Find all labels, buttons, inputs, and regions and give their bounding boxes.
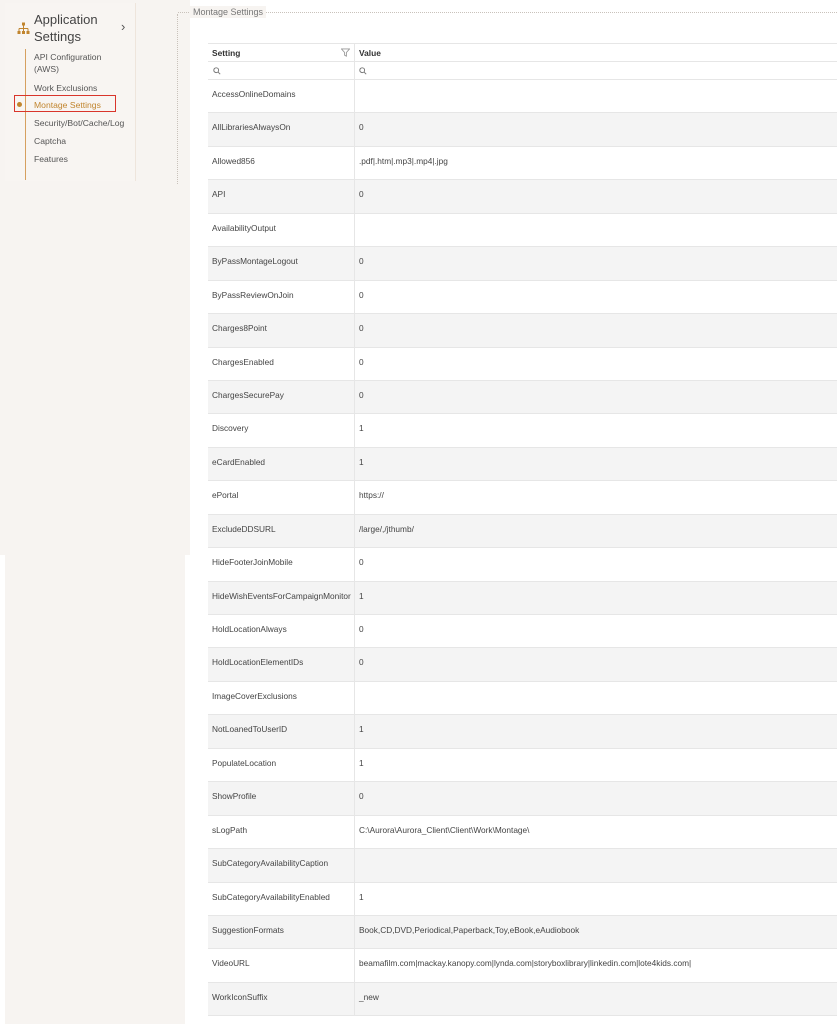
table-row[interactable] (208, 849, 837, 882)
setting-value-cell: /large/,/jthumb/ (359, 523, 414, 534)
setting-name-cell: Charges8Point (212, 323, 267, 334)
setting-value-cell: 0 (359, 122, 364, 133)
setting-name-cell: WorkIconSuffix (212, 991, 268, 1002)
sidebar-item-work-exclusions[interactable] (34, 82, 97, 94)
setting-name-cell: HoldLocationAlways (212, 624, 287, 634)
setting-value-cell: 1 (359, 891, 364, 902)
sidebar-item-label: API Configuration (AWS) (34, 52, 102, 74)
table-row[interactable] (208, 348, 837, 381)
nav-rail (25, 49, 26, 180)
setting-name-cell: VideoURL (212, 958, 250, 969)
section-title: Montage Settings (190, 6, 266, 18)
setting-value-cell: 0 (359, 624, 364, 634)
table-row[interactable] (208, 247, 837, 280)
setting-value-cell: 0 (359, 323, 364, 334)
table-row[interactable] (208, 883, 837, 916)
table-row[interactable] (208, 281, 837, 314)
table-row[interactable] (208, 916, 837, 949)
search-icon (213, 67, 221, 75)
sidebar-title: Application Settings (34, 12, 98, 44)
setting-name-cell: ChargesSecurePay (212, 389, 284, 400)
setting-name-cell: sLogPath (212, 824, 248, 835)
setting-name-cell: ePortal (212, 490, 239, 501)
column-divider (354, 43, 355, 1015)
setting-value-cell: 0 (359, 289, 364, 300)
sidebar-item-label: Montage Settings (34, 100, 101, 110)
setting-name-cell: SuggestionFormats (212, 924, 284, 935)
setting-name-cell: Discovery (212, 423, 249, 434)
setting-name-cell: AllLibrariesAlwaysOn (212, 122, 291, 133)
table-row[interactable] (208, 983, 837, 1016)
setting-name-cell: ByPassReviewOnJoin (212, 289, 294, 300)
setting-name-cell: HideFooterJoinMobile (212, 557, 293, 568)
sidebar-item-label: Features (34, 154, 68, 164)
filter-icon[interactable] (341, 48, 350, 57)
sidebar-header[interactable] (17, 11, 135, 47)
table-row[interactable] (208, 481, 837, 514)
setting-value-cell: _new (359, 991, 379, 1002)
setting-value-cell: 1 (359, 456, 364, 467)
setting-name-cell: AccessOnlineDomains (212, 89, 296, 99)
setting-name-cell: SubCategoryAvailabilityEnabled (212, 891, 330, 902)
table-row[interactable] (208, 147, 837, 180)
sidebar-item-security[interactable] (34, 117, 124, 129)
table-row[interactable] (208, 180, 837, 213)
setting-value-cell: 0 (359, 791, 364, 802)
setting-name-cell: ByPassMontageLogout (212, 256, 298, 267)
setting-name-cell: HoldLocationElementIDs (212, 657, 304, 668)
setting-value-cell: C:\Aurora\Aurora_Client\Client\Work\Montage\ (359, 824, 530, 835)
sidebar-background-lower (5, 555, 185, 1024)
chevron-right-icon[interactable]: › (121, 19, 126, 34)
setting-value-cell: 0 (359, 256, 364, 267)
sidebar-item-api-configuration[interactable] (34, 51, 114, 75)
table-row[interactable] (208, 615, 837, 648)
setting-name-cell: ExcludeDDSURL (212, 523, 276, 534)
table-row[interactable] (208, 749, 837, 782)
table-row[interactable] (208, 414, 837, 447)
table-row[interactable] (208, 113, 837, 146)
sidebar-item-montage-settings[interactable] (34, 99, 101, 111)
setting-value-cell: 0 (359, 356, 364, 367)
grid-header (208, 43, 837, 62)
sidebar-item-label: Security/Bot/Cache/Log (34, 118, 125, 128)
setting-value-cell: .pdf|.htm|.mp3|.mp4|.jpg (359, 155, 448, 166)
table-row[interactable] (208, 782, 837, 815)
table-row[interactable] (208, 314, 837, 347)
setting-name-cell: API (212, 189, 226, 200)
table-row[interactable] (208, 80, 837, 113)
setting-name-cell: HideWishEventsForCampaignMonitor (212, 590, 351, 601)
table-row[interactable] (208, 949, 837, 982)
setting-value-cell: beamafilm.com|mackay.kanopy.com|lynda.com|storyboxlibrary|linkedin.com|lote4kids.com| (359, 958, 692, 969)
setting-name-cell: AvailabilityOutput (212, 222, 276, 233)
setting-name-cell: ChargesEnabled (212, 356, 274, 367)
setting-name-cell: SubCategoryAvailabilityCaption (212, 858, 329, 869)
grid-body (208, 80, 837, 1016)
setting-value-cell: 0 (359, 657, 364, 668)
table-row[interactable] (208, 381, 837, 414)
setting-name-cell: PopulateLocation (212, 757, 277, 768)
search-icon (359, 67, 367, 75)
column-header-setting[interactable]: Setting (212, 48, 241, 58)
sidebar-item-label: Captcha (34, 136, 67, 146)
setting-value-cell: 1 (359, 590, 364, 601)
table-row[interactable] (208, 715, 837, 748)
setting-value-cell: 0 (359, 189, 364, 200)
setting-value-cell: https:// (359, 490, 384, 501)
setting-name-cell: ImageCoverExclusions (212, 690, 297, 701)
setting-value-cell: 0 (359, 557, 364, 568)
table-row[interactable] (208, 648, 837, 681)
table-row[interactable] (208, 682, 837, 715)
table-row[interactable] (208, 548, 837, 581)
value-filter-input[interactable] (370, 64, 830, 77)
setting-value-cell: 1 (359, 724, 364, 735)
setting-name-cell: NotLoanedToUserID (212, 724, 288, 735)
setting-name-cell: ShowProfile (212, 791, 257, 802)
setting-value-cell: 1 (359, 423, 364, 434)
setting-value-cell: 1 (359, 757, 364, 768)
sidebar-item-label: Work Exclusions (34, 83, 98, 93)
section-border (178, 12, 837, 13)
setting-filter-input[interactable] (224, 64, 346, 77)
column-header-value[interactable]: Value (359, 48, 381, 58)
sitemap-icon (17, 22, 30, 35)
table-row[interactable] (208, 448, 837, 481)
sidebar-item-features[interactable] (34, 153, 68, 165)
panel-divider (177, 14, 178, 184)
table-row[interactable] (208, 816, 837, 849)
filter-row (208, 62, 837, 80)
active-indicator-dot (17, 102, 22, 107)
sidebar-item-captcha[interactable] (34, 135, 66, 147)
setting-value-cell: 0 (359, 389, 364, 400)
setting-name-cell: Allowed856 (212, 155, 255, 166)
table-row[interactable] (208, 214, 837, 247)
table-row[interactable] (208, 582, 837, 615)
setting-value-cell: Book,CD,DVD,Periodical,Paperback,Toy,eBook,eAudiobook (359, 924, 580, 935)
setting-name-cell: eCardEnabled (212, 456, 266, 467)
table-row[interactable] (208, 515, 837, 548)
